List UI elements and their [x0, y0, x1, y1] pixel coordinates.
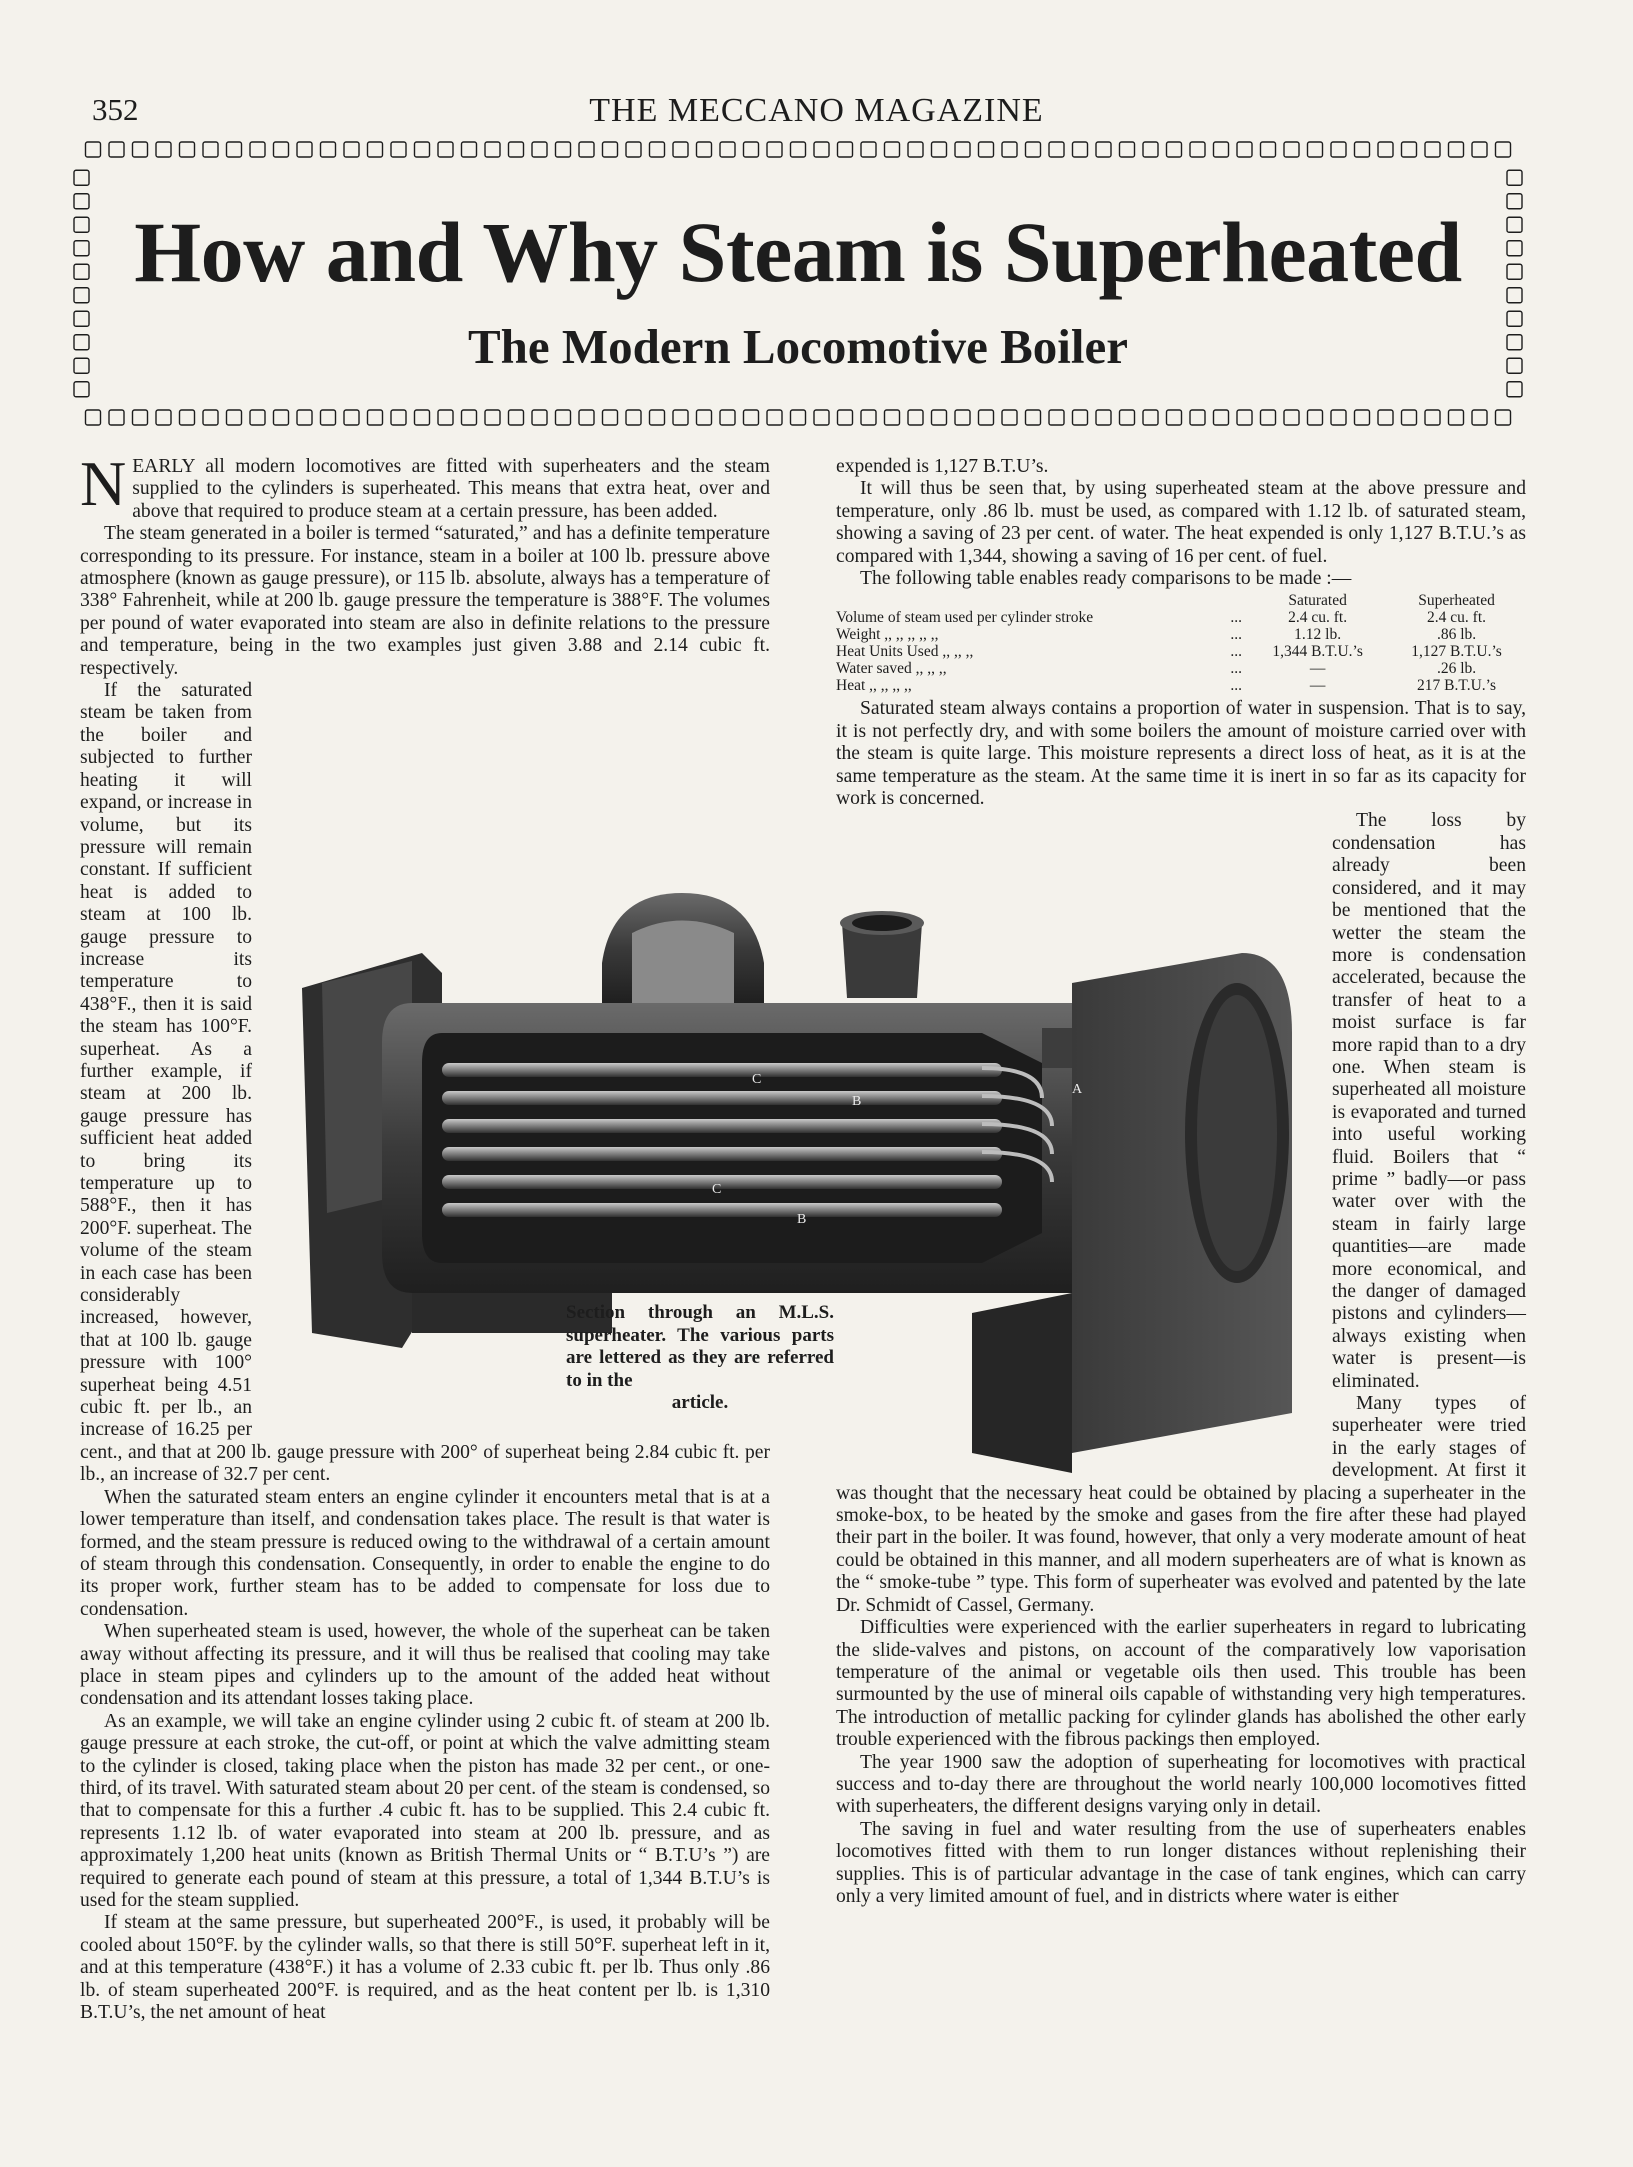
table-row: Water saved ,, ,, ,, ... — .26 lb. — [836, 660, 1477, 678]
paragraph: When superheated steam is used, however, the whole of the superheat can be taken away without affecting its pressure, and it will thus be realised that cooling may take place in steam pipes and cylinders up to the amount of the added heat without condensation and its attendant losses taking place. — [80, 1621, 770, 1710]
border-square — [415, 410, 430, 425]
border-square — [1378, 410, 1393, 425]
border-square — [133, 410, 148, 425]
border-square — [227, 410, 242, 425]
border-square — [1425, 410, 1440, 425]
border-square — [1190, 142, 1205, 157]
part-label: C — [752, 1072, 762, 1087]
border-square — [1167, 142, 1182, 157]
part-label: C — [712, 1182, 722, 1197]
border-square — [74, 170, 89, 185]
border-square — [1096, 142, 1111, 157]
border-square — [1143, 142, 1158, 157]
article-title: How and Why Steam is Superheated — [134, 204, 1462, 300]
border-square — [720, 142, 735, 157]
border-square — [1261, 142, 1276, 157]
border-square — [532, 410, 547, 425]
border-square — [1096, 410, 1111, 425]
border-square — [485, 410, 500, 425]
border-square — [1237, 410, 1252, 425]
border-square — [368, 142, 383, 157]
paragraph: Saturated steam always contains a proportion of water in suspension. That is to say, it is not perfectly dry, and with some boilers the amount of moisture carried over with the steam is quite large. This moisture represents a direct loss of heat, as it is at the same temperature as the steam. At the same time it is inert in so far as its capacity for work is concerned. — [836, 698, 1526, 810]
border-square — [1261, 410, 1276, 425]
part-label: B — [797, 1212, 807, 1227]
title-box — [72, 140, 1524, 427]
border-square — [673, 142, 688, 157]
paragraph: The saving in fuel and water resulting from the use of superheaters enables locomotives fitted with them to run longer distances without replenishing their supplies. This is of particular advantage in the case of tank engines, which can carry only a very limited amount of fuel, and in districts where water is either — [836, 1818, 1526, 1907]
border-square — [109, 142, 124, 157]
border-square — [344, 142, 359, 157]
border-square — [1496, 410, 1511, 425]
border-square — [767, 142, 782, 157]
border-square — [1449, 410, 1464, 425]
border-square — [1049, 142, 1064, 157]
border-square — [626, 142, 641, 157]
table-row: Volume of steam used per cylinder stroke ... 2.4 cu. ft. 2.4 cu. ft. — [836, 609, 1487, 627]
paragraph: As an example, we will take an engine cylinder using 2 cubic ft. of steam at 200 lb. gauge pressure at each stroke, the cut-off, or point at which the valve admitting steam to the cylinder is closed, taking place when the piston has made 32 per cent., or one-third, of its travel. With saturated steam about 20 per cent. of the steam is condensed, so that to compensate for this a further .4 cubic ft. has to be supplied. This 2.4 cubic ft. represents 1.12 lb. of water evaporated into steam at 200 lb. pressure, and as approximately 1,200 heat units (known as British Thermal Units or “ B.T.U’s ”) are required to generate each pound of steam at this pressure, a total of 1,344 B.T.U’s is used for the steam supplied. — [80, 1710, 770, 1911]
border-square — [1026, 142, 1041, 157]
border-square — [1167, 410, 1182, 425]
border-square — [1190, 410, 1205, 425]
border-square — [885, 142, 900, 157]
border-square — [86, 142, 101, 157]
border-square — [368, 410, 383, 425]
border-square — [156, 410, 171, 425]
border-square — [603, 410, 618, 425]
border-square — [650, 142, 665, 157]
paragraph: Many types of superheater were tried in the early stages of development. At first it was thought that the necessary heat could be obtained by placing a superheater in the smoke-box, to be heated by the smoke and gases from the fire after these had played their part in the boiler. It was found, however, that only a very moderate amount of heat could be obtained in this manner, and all modern superheaters are of what is known as the “ smoke-tube ” type. This form of superheater was evolved and patented by the late Dr. Schmidt of Cassel, Germany. — [836, 1393, 1526, 1616]
border-square — [650, 410, 665, 425]
border-square — [1002, 142, 1017, 157]
border-square — [509, 142, 524, 157]
border-square — [1308, 142, 1323, 157]
border-square — [791, 142, 806, 157]
border-square — [180, 410, 195, 425]
border-square — [908, 410, 923, 425]
drop-cap: N — [80, 448, 127, 519]
paragraph: NEARLY all modern locomotives are fitted with superheaters and the steam supplied to the cylinders is superheated. This means that extra heat, over and above that required to produce steam at a certain pressure, has been added. — [80, 448, 770, 522]
table-header-row — [836, 592, 1526, 609]
page-number: 352 — [92, 92, 139, 127]
border-square — [579, 142, 594, 157]
border-square — [1472, 410, 1487, 425]
border-square — [814, 142, 829, 157]
border-square — [321, 142, 336, 157]
border-square — [86, 410, 101, 425]
border-square — [250, 410, 265, 425]
border-square — [321, 410, 336, 425]
part-label: B — [852, 1094, 862, 1109]
table-header: Superheated — [1418, 592, 1495, 610]
border-square — [297, 410, 312, 425]
part-label: A — [1072, 1082, 1083, 1097]
border-square — [1378, 142, 1393, 157]
table-row: Heat Units Used ,, ,, ,, ... 1,344 B.T.U.’s 1,127 B.T.U.’s — [836, 643, 1502, 661]
border-square — [509, 410, 524, 425]
border-square — [1049, 410, 1064, 425]
border-square — [955, 410, 970, 425]
border-square — [1449, 142, 1464, 157]
border-square — [603, 142, 618, 157]
border-square — [344, 410, 359, 425]
border-square — [274, 410, 289, 425]
border-square — [697, 142, 712, 157]
paragraph: expended is 1,127 B.T.U’s. — [836, 456, 1049, 477]
border-square — [1073, 410, 1088, 425]
border-square — [274, 142, 289, 157]
border-square — [74, 382, 89, 397]
table-header: Saturated — [1288, 592, 1347, 610]
paragraph: The following table enables ready comparisons to be made :— — [860, 568, 1352, 590]
border-square — [462, 142, 477, 157]
paragraph: The loss by condensation has already been considered, and it may be mentioned that the wetter the steam the more is condensation accelerated, because the transfer of heat to a moist surface is far more rapid than to a dry one. When steam is superheated all moisture is evaporated and turned into useful working fluid. Boilers that “ prime ” badly—or pass water over with the steam in fairly large quantities—are made more economical, and the danger of damaged pistons and cylinders—always existing when water is present—is eliminated. — [836, 810, 1526, 1393]
border-square — [720, 410, 735, 425]
comparison-table — [836, 592, 1526, 694]
running-header — [0, 92, 1633, 132]
border-square — [203, 410, 218, 425]
border-square — [1120, 410, 1135, 425]
border-square — [297, 142, 312, 157]
border-square — [1002, 410, 1017, 425]
border-square — [908, 142, 923, 157]
border-square — [391, 410, 406, 425]
border-square — [1507, 382, 1522, 397]
border-square — [932, 142, 947, 157]
border-square — [979, 142, 994, 157]
border-square — [1331, 142, 1346, 157]
paragraph: Difficulties were experienced with the earlier superheaters in regard to lubricating the slide-valves and pistons, on account of the comparatively low vaporisation temperature of the animal or vegetable oils then used. This trouble has been surmounted by the use of mineral oils capable of withstanding very high temperatures. The introduction of metallic packing for cylinder glands has abolished the other early trouble experienced with the fibrous packings then employed. — [836, 1617, 1526, 1751]
border-square — [814, 410, 829, 425]
border-square — [1472, 142, 1487, 157]
paragraph: When the saturated steam enters an engine cylinder it encounters metal that is at a lower temperature than itself, and condensation takes place. The result is that water is formed, and the steam pressure is reduced owing to the withdrawal of a certain amount of steam through this condensation. Consequently, in order to enable the engine to do its proper work, further steam has to be added to compensate for loss due to condensation. — [80, 1486, 770, 1620]
border-square — [1214, 142, 1229, 157]
border-square — [438, 410, 453, 425]
border-square — [932, 410, 947, 425]
paragraph: If steam at the same pressure, but superheated 200°F., is used, it probably will be cooled about 150°F. by the cylinder walls, so that there is still 50°F. superheat left in it, and at this temperature (438°F.) it has a volume of 2.33 cubic ft. per lb. Thus only .86 lb. of steam superheated 200°F. is required, and as the heat content per lb. is 1,310 B.T.U’s, the net amount of heat — [80, 1912, 770, 2024]
border-square — [838, 410, 853, 425]
border-square — [556, 410, 571, 425]
border-square — [861, 142, 876, 157]
border-square — [791, 410, 806, 425]
magazine-title: THE MECCANO MAGAZINE — [589, 92, 1044, 129]
border-square — [1237, 142, 1252, 157]
border-square — [1331, 410, 1346, 425]
border-square — [1425, 142, 1440, 157]
illustration-caption: Section through an M.L.S. superheater. The various parts are lettered as they are referred to in the article. — [566, 1302, 834, 1413]
border-square — [1355, 142, 1370, 157]
border-square — [1308, 410, 1323, 425]
table-row: Heat ,, ,, ,, ,, ... — 217 B.T.U.’s — [836, 677, 1496, 695]
border-square — [1402, 142, 1417, 157]
border-square — [532, 142, 547, 157]
paragraph: If the saturated steam be taken from the boiler and subjected to further heating it will expand, or increase in volume, but its pressure will remain constant. If sufficient heat is added to steam at 100 lb. gauge pressure to increase its temperature to 438°F., then it is said the steam has 100°F. superheat. As a further example, if steam at 200 lb. gauge pressure has sufficient heat added to bring its temperature up to 588°F., then it has 200°F. superheat. The volume of the steam in each case has been considerably increased, however, that at 100 lb. gauge pressure with 100° superheat being 4.51 cubic ft. per lb., an increase of 16.25 per cent., and that at 200 lb. gauge pressure with 200° of superheat being 2.84 cubic ft. per lb., an increase of 32.7 per cent. — [80, 680, 770, 1486]
border-square — [109, 410, 124, 425]
border-square — [1355, 410, 1370, 425]
border-square — [203, 142, 218, 157]
border-square — [133, 142, 148, 157]
border-square — [556, 142, 571, 157]
border-square — [1120, 142, 1135, 157]
border-square — [744, 410, 759, 425]
article-subtitle: The Modern Locomotive Boiler — [467, 319, 1129, 374]
border-square — [462, 410, 477, 425]
border-square — [955, 142, 970, 157]
border-square — [885, 410, 900, 425]
border-square — [744, 142, 759, 157]
border-square — [227, 142, 242, 157]
border-square — [979, 410, 994, 425]
border-square — [1143, 410, 1158, 425]
paragraph: The year 1900 saw the adoption of superheating for locomotives with practical success and to-day there are throughout the world nearly 100,000 locomotives fitted with superheaters, the different designs varying only in detail. — [836, 1751, 1526, 1818]
border-square — [1026, 410, 1041, 425]
paragraph: It will thus be seen that, by using superheated steam at the above pressure and temperature, only .86 lb. must be used, as compared with 1.12 lb. of saturated steam, showing a saving of 23 per cent. of water. The heat expended is only 1,127 B.T.U.’s as compared with 1,344, showing a saving of 16 per cent. of fuel. — [836, 478, 1526, 567]
border-square — [1073, 142, 1088, 157]
border-square — [1284, 142, 1299, 157]
table-row: Weight ,, ,, ,, ,, ,, ... 1.12 lb. .86 lb. — [836, 626, 1477, 644]
border-square — [838, 142, 853, 157]
border-square — [626, 410, 641, 425]
border-square — [697, 410, 712, 425]
border-square — [391, 142, 406, 157]
paragraph: The steam generated in a boiler is termed “saturated,” and has a definite temperature corresponding to its pressure. For instance, steam in a boiler at 100 lb. pressure above atmosphere (known as gauge pressure), or 115 lb. absolute, always has a temperature of 338° Fahrenheit, while at 200 lb. gauge pressure the temperature is 388°F. The volumes per pound of water evaporated into steam are also in definite relations to the pressure and temperature, being in the two examples just given 3.88 and 2.14 cubic ft. respectively. — [80, 523, 770, 679]
border-square — [1496, 142, 1511, 157]
border-square — [1214, 410, 1229, 425]
border-square — [579, 410, 594, 425]
border-square — [156, 142, 171, 157]
border-square — [415, 142, 430, 157]
border-square — [438, 142, 453, 157]
border-square — [1402, 410, 1417, 425]
border-square — [861, 410, 876, 425]
border-square — [1507, 170, 1522, 185]
border-square — [1284, 410, 1299, 425]
border-square — [180, 142, 195, 157]
border-square — [767, 410, 782, 425]
border-square — [485, 142, 500, 157]
border-square — [673, 410, 688, 425]
border-square — [250, 142, 265, 157]
